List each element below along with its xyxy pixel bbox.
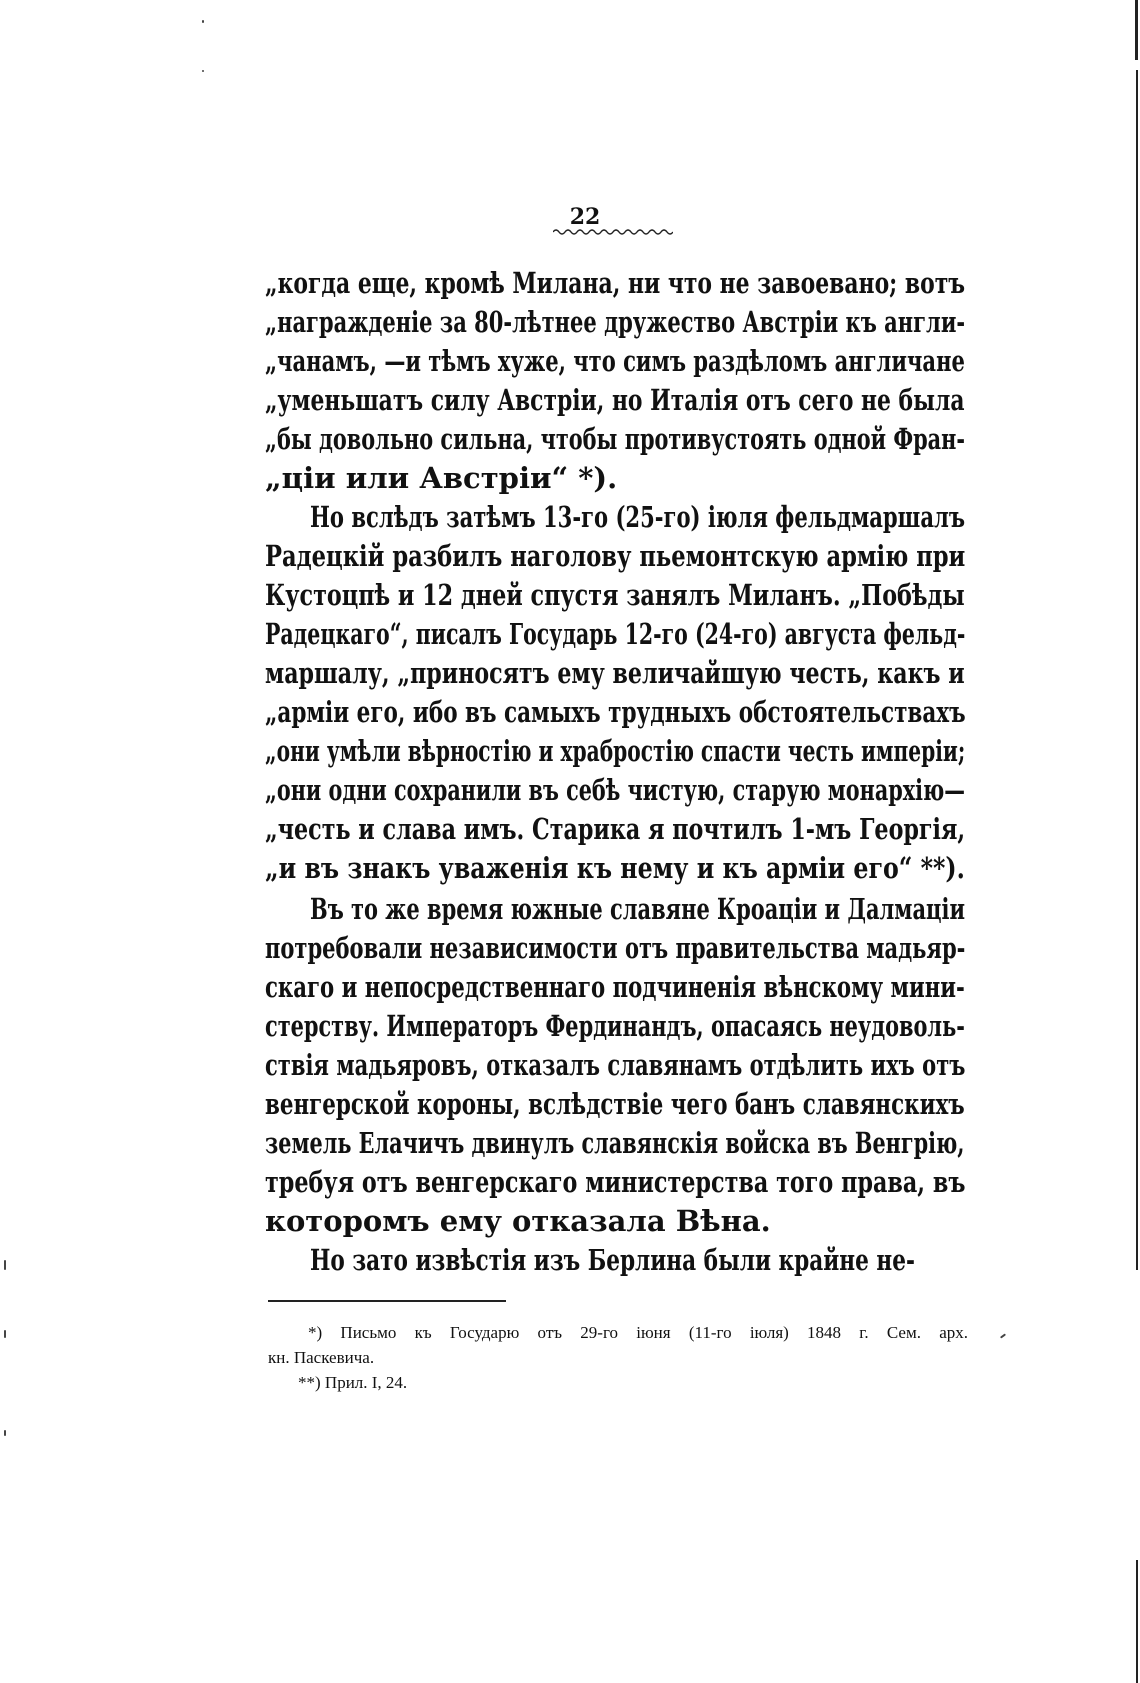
- text-line: требуя отъ венгерскаго министерства того права, въ: [265, 1165, 966, 1199]
- scan-edge-mark: [1136, 70, 1138, 1270]
- text-line: земель Елачичъ двинулъ славянскія войска въ Венгрію,: [265, 1126, 965, 1160]
- page-number: 22: [569, 204, 601, 230]
- text-line: „арміи его, ибо въ самыхъ трудныхъ обстоятельствахъ: [265, 695, 966, 729]
- text-line: которомъ ему отказала Вѣна.: [265, 1204, 771, 1238]
- scan-speck: [4, 1260, 6, 1270]
- text-line: „и въ знакъ уваженія къ нему и къ арміи его“ **).: [265, 851, 965, 885]
- text-line: „ціи или Австріи“ *).: [265, 461, 618, 495]
- paragraph-start-line: Но зато извѣстія изъ Берлина были крайне не-: [310, 1243, 915, 1277]
- text-line: Радецкаго“, писалъ Государь 12-го (24-го) августа фельд-: [265, 617, 966, 651]
- scan-edge-mark: [1136, 1560, 1138, 1683]
- footnote: **) Прил. I, 24.: [298, 1373, 408, 1392]
- text-line: Радецкій разбилъ наголову пьемонтскую армію при: [265, 539, 966, 573]
- footnote-divider: [268, 1300, 506, 1302]
- text-line: венгерской короны, вслѣдствіе чего банъ славянскихъ: [265, 1087, 965, 1121]
- wavy-ornament-icon: [553, 227, 673, 237]
- scan-speck: [4, 1430, 6, 1436]
- scan-speck: [202, 20, 204, 23]
- footnote-continuation: кн. Паскевича.: [268, 1348, 375, 1367]
- text-line: „они умѣли вѣрностію и храбростію спасти честь имперіи;: [265, 734, 966, 768]
- paragraph-start-line: Въ то же время южные славяне Кроаціи и Далмаціи: [310, 892, 965, 926]
- text-line: „они одни сохранили въ себѣ чистую, старую монархію—: [265, 773, 965, 807]
- text-line: Кустоцпѣ и 12 дней спустя занялъ Миланъ. „Побѣды: [265, 578, 965, 612]
- scan-speck: [1000, 1333, 1006, 1338]
- text-line: „когда еще, кромѣ Милана, ни что не завоевано; вотъ: [265, 266, 966, 300]
- text-line: стерству. Императоръ Фердинандъ, опасаясь неудоволь-: [265, 1009, 965, 1043]
- text-line: маршалу, „приносятъ ему величайшую честь, какъ и: [265, 656, 965, 690]
- text-line: „награжденіе за 80-лѣтнее дружество Австріи къ англи-: [265, 305, 966, 339]
- paragraph-start-line: Но вслѣдъ затѣмъ 13-го (25-го) іюля фельдмаршалъ: [310, 500, 966, 534]
- text-line: потребовали независимости отъ правительства мадьяр-: [265, 931, 966, 965]
- text-line: „уменьшатъ силу Австріи, но Италія отъ сего не была: [265, 383, 965, 417]
- scan-speck: [202, 70, 204, 72]
- text-line: „чанамъ, —и тѣмъ хуже, что симъ раздѣломъ англичане: [265, 344, 965, 378]
- scan-speck: [4, 1330, 6, 1338]
- text-line: „бы довольно сильна, чтобы противустоять одной Фран-: [265, 422, 966, 456]
- text-line: ствія мадьяровъ, отказалъ славянамъ отдѣлить ихъ отъ: [265, 1048, 966, 1082]
- text-line: скаго и непосредственнаго подчиненія вѣнскому мини-: [265, 970, 965, 1004]
- footnote: *) Письмо къ Государю отъ 29-го іюня (11-го іюля) 1848 г. Сем. арх.: [308, 1323, 968, 1342]
- scan-edge-mark: [1135, 0, 1138, 60]
- text-line: „честь и слава имъ. Старика я почтилъ 1-мъ Георгія,: [265, 812, 966, 846]
